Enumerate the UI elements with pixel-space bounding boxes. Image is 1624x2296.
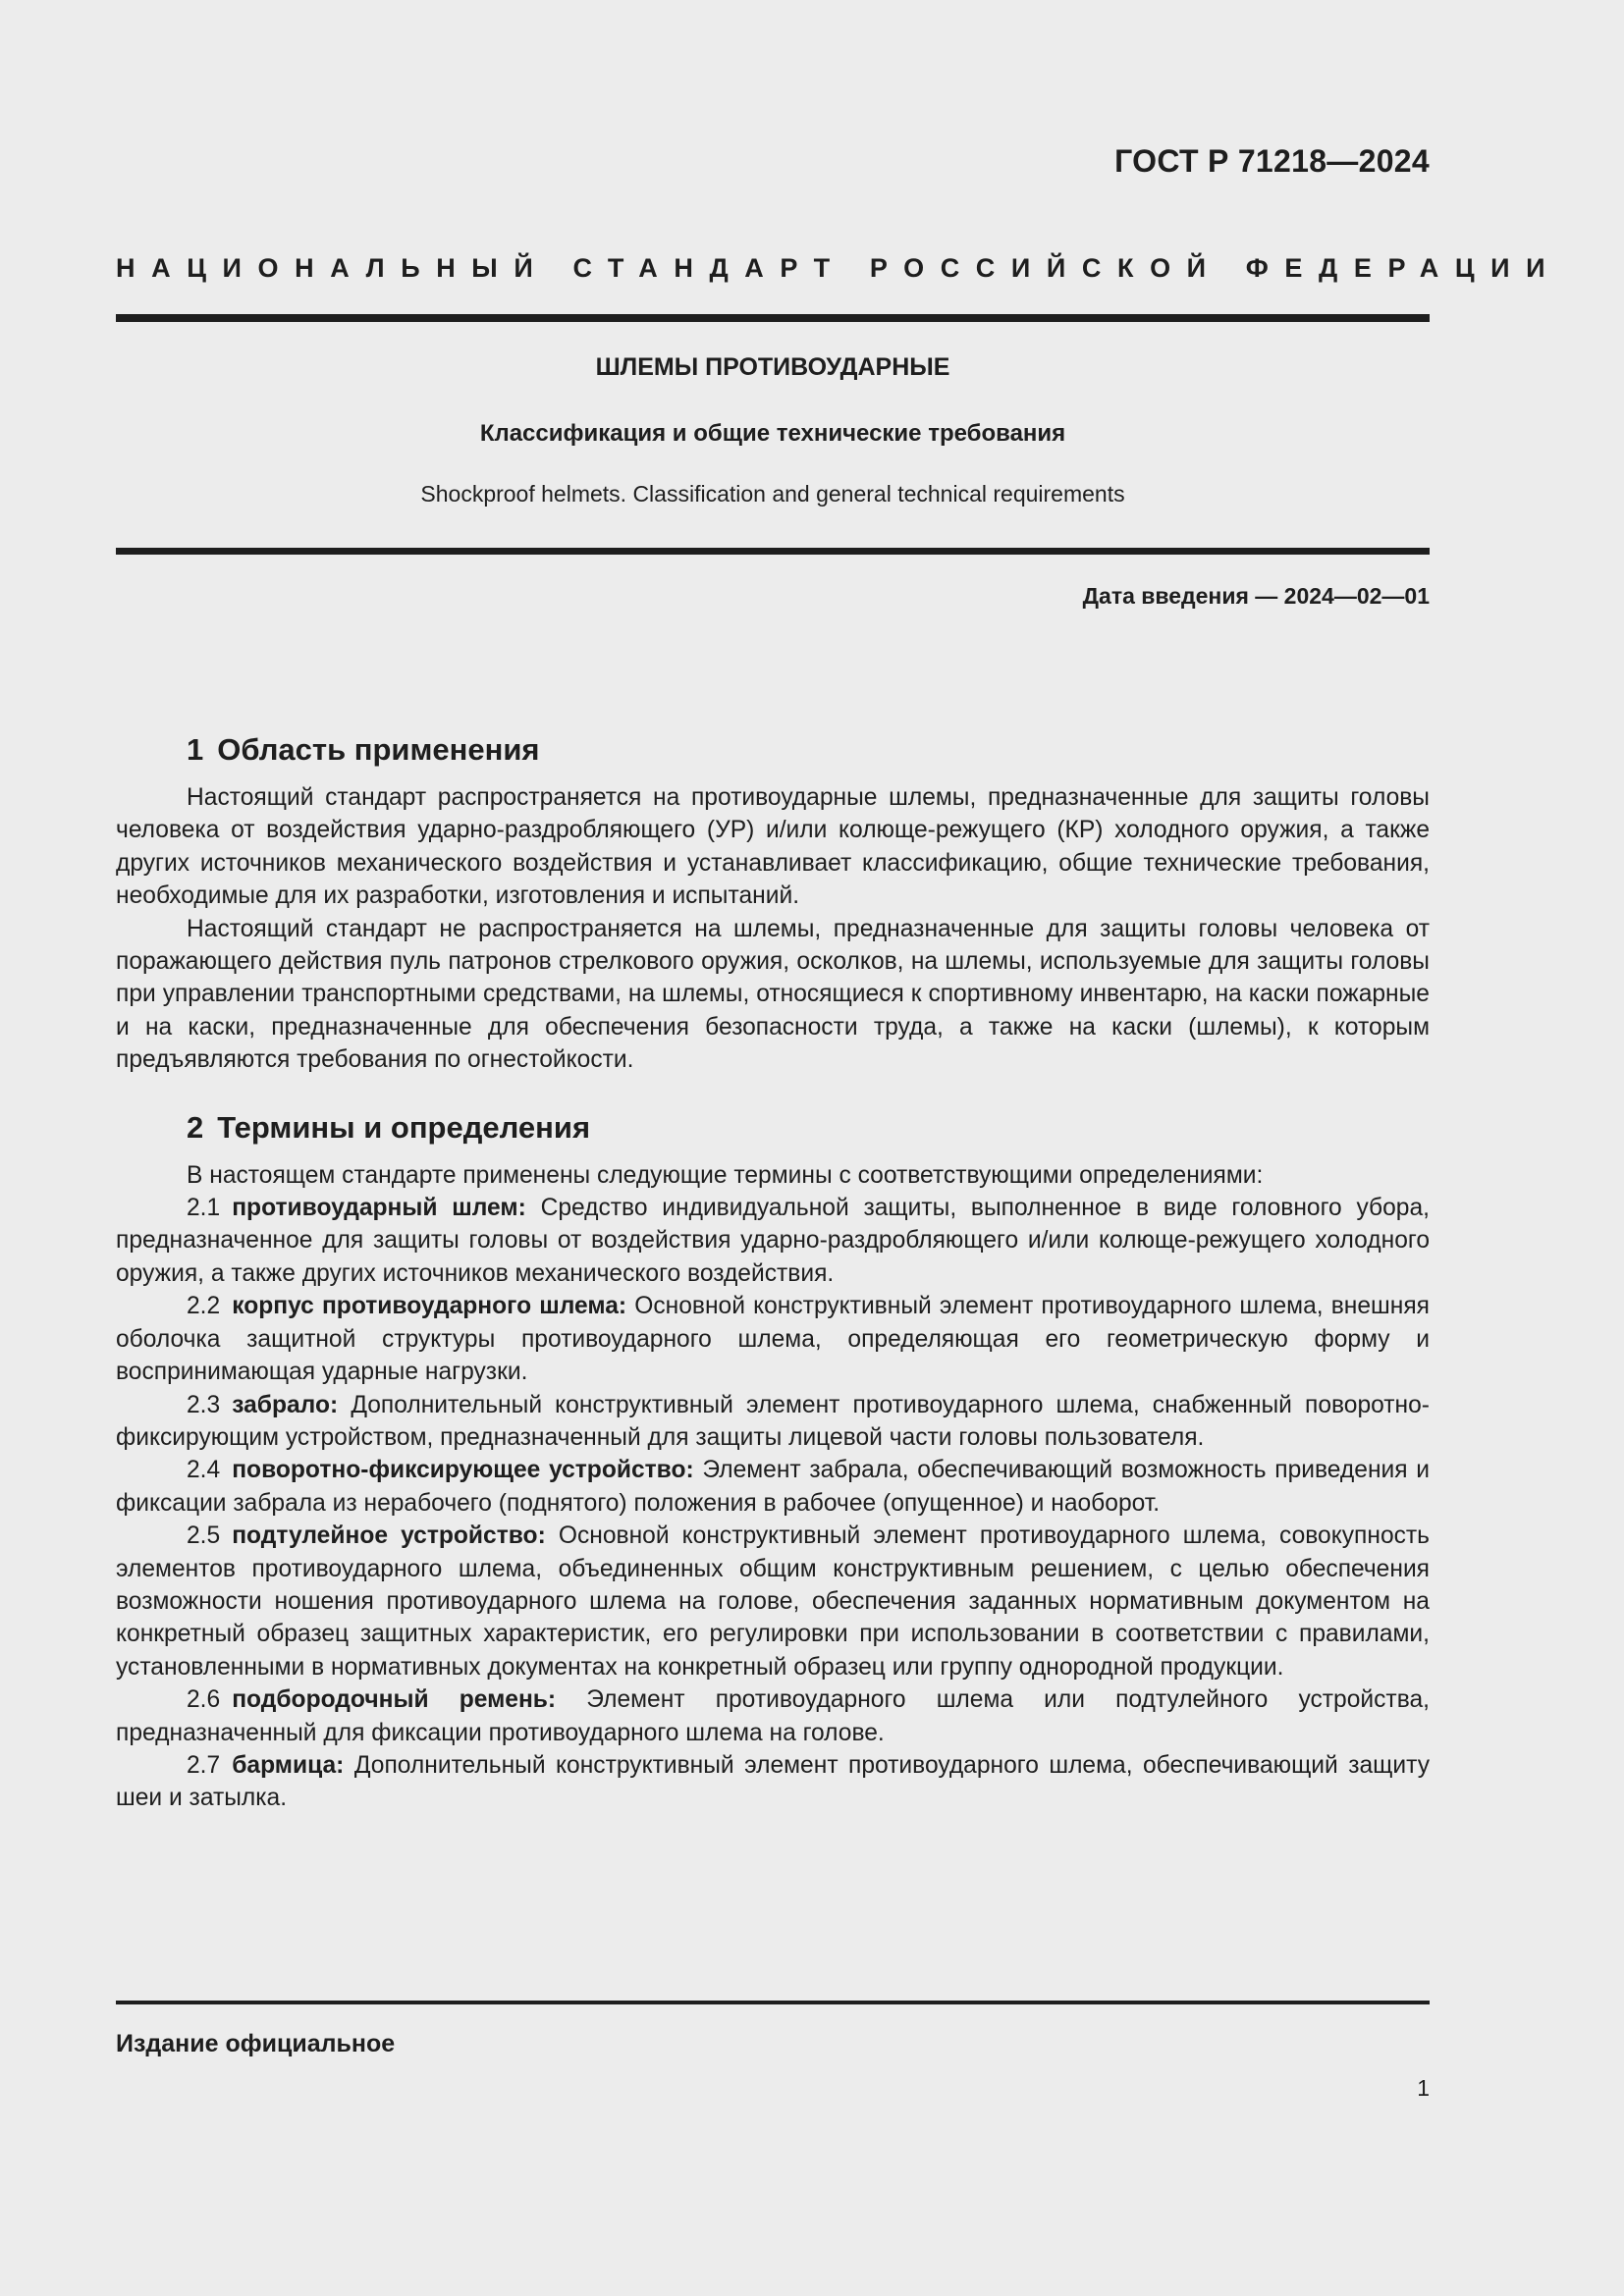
term-name: подтулейное устройство: — [232, 1522, 546, 1550]
section-number: 1 — [187, 732, 204, 767]
section-title: Термины и определения — [217, 1109, 591, 1145]
paragraph: Настоящий стандарт не распространяется на шлемы, предназначенные для защиты головы человека от поражающего действия пуль патронов стрелкового оружия, осколков, на шлемы, используемые для защиты головы при управлении транспортными средствами, на шлемы, относящиеся к спортивному инвентарю, на каски пожарные и на каски, предназначенные для обеспечения безопасности труда, а также на каски (шлемы), к которым предъявляются требования по огнестойкости. — [116, 915, 1430, 1074]
section-number: 2 — [187, 1109, 204, 1145]
term-definition — [116, 1290, 1430, 1388]
term-name: подбородочный ремень: — [232, 1686, 557, 1714]
term-text: Элемент забрала, обеспечивающий возможность приведения и фиксации забрала из нерабочего (поднятого) положения в рабочее (опущенное) и наоборот. — [116, 1457, 1430, 1517]
paragraph: Настоящий стандарт распространяется на противоударные шлемы, предназначенные для защиты головы человека от воздействия ударно-раздробляющего (УР) и/или колюще-режущего (КР) холодного оружия, а также других источников механического воздействия и устанавливает классификацию, общие технические требования, необходимые для их разработки, изготовления и испытаний. — [116, 784, 1430, 910]
term-number: 2.1 — [187, 1195, 221, 1222]
term-definition — [116, 1192, 1430, 1290]
title-divider — [116, 548, 1430, 555]
term-name: поворотно-фиксирующее устройство: — [232, 1457, 694, 1484]
term-name: забрало: — [232, 1391, 339, 1418]
section-heading — [116, 726, 1430, 774]
term-text: Дополнительный конструктивный элемент противоударного шлема, снабженный поворотно-фиксирующим устройством, предназначенный для защиты лицевой части головы пользователя. — [116, 1391, 1430, 1451]
term-text: Элемент противоударного шлема или подтулейного устройства, предназначенный для фиксации противоударного шлема на голове. — [116, 1686, 1430, 1746]
term-text: Дополнительный конструктивный элемент противоударного шлема, обеспечивающий защиту шеи и затылка. — [116, 1751, 1430, 1812]
term-definition — [116, 1454, 1430, 1520]
document-title: ШЛЕМЫ ПРОТИВОУДАРНЫЕ — [595, 353, 950, 381]
term-text: Основной конструктивный элемент противоударного шлема, внешняя оболочка защитной структуры противоударного шлема, определяющая его геометрическую форму и воспринимающая ударные нагрузки. — [116, 1293, 1430, 1386]
term-name: противоударный шлем: — [232, 1195, 526, 1222]
term-number: 2.3 — [187, 1391, 221, 1418]
term-name: бармица: — [232, 1751, 345, 1779]
document-subtitle: Классификация и общие технические требования — [479, 420, 1066, 447]
document-title-english: Shockproof helmets. Classification and general technical requirements — [420, 481, 1125, 507]
term-number: 2.2 — [187, 1293, 221, 1320]
document-page — [116, 0, 1562, 2296]
term-number: 2.4 — [187, 1457, 221, 1484]
header-divider — [116, 314, 1430, 322]
national-standard-banner: НАЦИОНАЛЬНЫЙ СТАНДАРТ РОССИЙСКОЙ ФЕДЕРАЦИИ — [116, 253, 1562, 283]
term-definition — [116, 1389, 1430, 1455]
term-definition — [116, 1520, 1430, 1683]
term-number: 2.6 — [187, 1686, 221, 1714]
paragraph: В настоящем стандарте применены следующие термины с соответствующими определениями: — [187, 1161, 1264, 1189]
document-body — [116, 726, 1430, 1815]
section-title: Область применения — [217, 732, 540, 767]
term-number: 2.5 — [187, 1522, 221, 1550]
term-definition — [116, 1683, 1430, 1749]
page-number: 1 — [1417, 2075, 1430, 2101]
term-name: корпус противоударного шлема: — [232, 1293, 627, 1320]
introduction-date: Дата введения — 2024—02—01 — [1082, 583, 1430, 609]
standard-code: ГОСТ Р 71218—2024 — [1114, 143, 1430, 179]
footer-divider — [116, 2001, 1430, 2004]
official-edition-label: Издание официальное — [116, 2030, 396, 2057]
section-heading — [116, 1104, 1430, 1151]
term-text: Средство индивидуальной защиты, выполненное в виде головного убора, предназначенное для защиты головы от воздействия ударно-раздробляющего и/или колюще-режущего холодного оружия, а также других источников механического воздействия. — [116, 1195, 1430, 1287]
term-text: Основной конструктивный элемент противоударного шлема, совокупность элементов противоударного шлема, объединенных общим конструктивным решением, с целью обеспечения возможности ношения противоударного шлема на голове, обеспечения заданных нормативным документом на конкретный образец защитных характеристик, его регулировки при использовании в соответствии с правилами, установленными в нормативных документах на конкретный образец или группу однородной продукции. — [116, 1522, 1430, 1681]
term-definition — [116, 1749, 1430, 1815]
term-number: 2.7 — [187, 1751, 221, 1779]
